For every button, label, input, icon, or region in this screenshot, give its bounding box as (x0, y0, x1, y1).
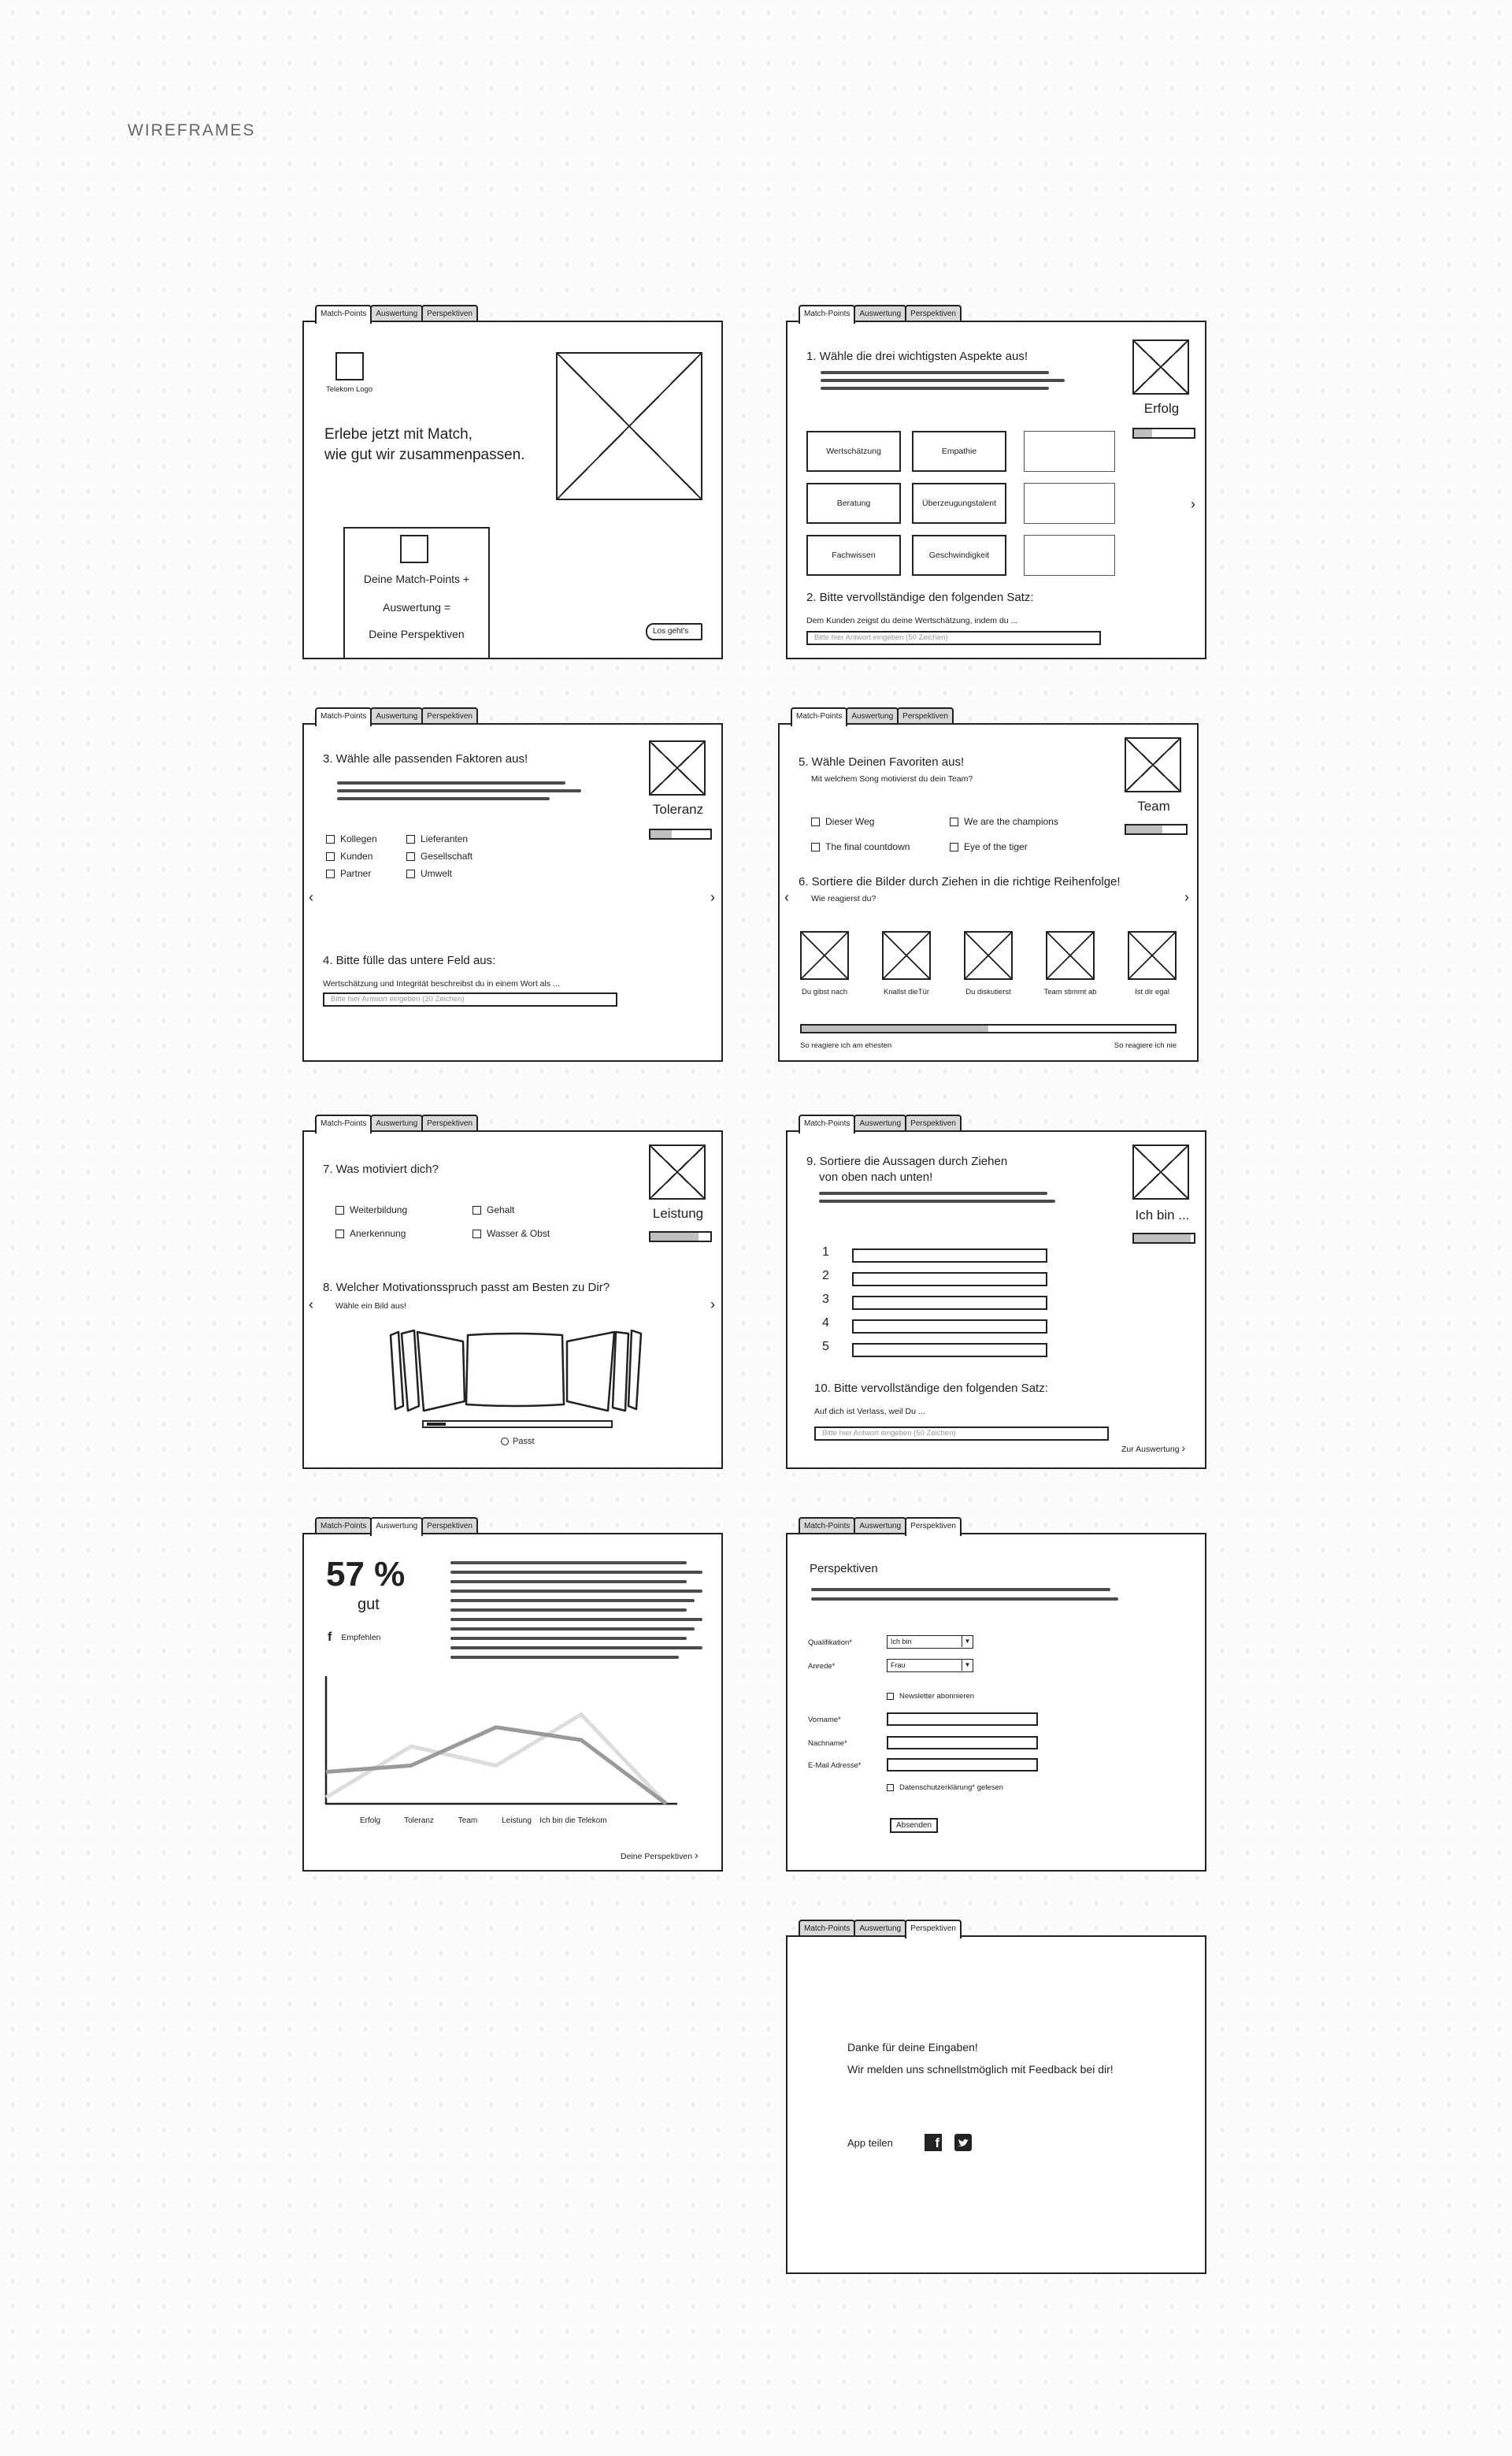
progress-bar (649, 1231, 712, 1242)
submit-button[interactable]: Absenden (890, 1818, 938, 1833)
checkbox-weiterbildung[interactable] (335, 1204, 407, 1215)
thanks-line-1: Danke für deine Eingaben! (847, 2041, 978, 2053)
option-slot-empty[interactable] (1024, 431, 1115, 472)
score-label: gut (358, 1596, 380, 1613)
radio-circle[interactable] (501, 1438, 509, 1445)
placeholder-text (821, 387, 1049, 390)
progress-fill (650, 830, 672, 838)
badge-label: Erfolg (1143, 401, 1180, 416)
chevron-right-icon: › (694, 1849, 699, 1861)
checkbox-box[interactable] (406, 870, 415, 878)
placeholder-text (450, 1637, 687, 1640)
tab-auswertung[interactable]: Auswertung (370, 305, 423, 322)
option-ueberzeugungstalent[interactable]: Überzeugungstalent (912, 483, 1006, 524)
facebook-icon: f (328, 1631, 332, 1644)
sort-image-label-3: Du diskutierst (965, 988, 1011, 996)
logo-label: Telekom Logo (326, 385, 373, 394)
start-button[interactable] (646, 623, 702, 640)
badge-image (649, 1145, 706, 1200)
qualifikation-select[interactable] (887, 1635, 973, 1649)
checkbox-box[interactable] (950, 843, 958, 851)
checkbox-box[interactable] (472, 1206, 481, 1215)
placeholder-text (450, 1627, 695, 1631)
checkbox-box[interactable] (406, 835, 415, 844)
placeholder-text (819, 1200, 1055, 1203)
to-evaluation-link[interactable] (1121, 1442, 1185, 1455)
ranking-slider[interactable] (800, 1024, 1177, 1033)
share-app-label: App teilen (847, 2137, 893, 2149)
checkbox-anerkennung[interactable] (335, 1228, 406, 1239)
placeholder-text (821, 371, 1049, 374)
score-chart (320, 1668, 690, 1834)
newsletter-checkbox[interactable] (887, 1692, 974, 1701)
badge-label: Toleranz (652, 802, 704, 817)
rank-slot-5[interactable] (852, 1343, 1047, 1357)
song-eye-of-the-tiger[interactable] (950, 841, 1028, 852)
question-6-sub: Wie reagierst du? (811, 894, 876, 903)
sort-image-3[interactable] (964, 931, 1013, 980)
logo-placeholder (335, 352, 364, 380)
badge-image (1132, 1145, 1189, 1200)
placeholder-text (450, 1656, 679, 1659)
checkbox-box[interactable] (887, 1784, 894, 1791)
headline-line-2: wie gut wir zusammenpassen. (324, 447, 525, 463)
tab-match-points[interactable]: Match-Points (799, 1115, 855, 1133)
question-10: 10. Bitte vervollständige den folgenden Satz: (814, 1382, 1048, 1395)
tab-match-points[interactable]: Match-Points (799, 1920, 855, 1937)
checkbox-label: Gesellschaft (421, 851, 473, 862)
checkbox-kollegen[interactable] (326, 833, 377, 844)
placeholder-text (821, 379, 1065, 382)
sort-image-4[interactable] (1046, 931, 1095, 980)
chart-tick-label: Toleranz (404, 1816, 434, 1825)
checkbox-label: Newsletter abonnieren (899, 1692, 975, 1701)
page-title: Perspektiven (810, 1562, 878, 1575)
option-empathie[interactable]: Empathie (912, 431, 1006, 472)
next-arrow[interactable]: › (1191, 496, 1195, 512)
checkbox-box[interactable] (406, 852, 415, 861)
vorname-label: Vorname* (808, 1716, 841, 1724)
tab-auswertung[interactable]: Auswertung (846, 707, 899, 725)
tab-auswertung[interactable]: Auswertung (854, 1517, 906, 1534)
tab-match-points[interactable]: Match-Points (315, 305, 372, 324)
chart-axes (326, 1676, 677, 1804)
tab-auswertung[interactable]: Auswertung (854, 305, 906, 322)
checkbox-label: Kollegen (340, 833, 377, 844)
progress-bar (649, 829, 712, 840)
checkbox-box[interactable] (326, 870, 335, 878)
checkbox-gehalt[interactable] (472, 1204, 514, 1215)
checkbox-box[interactable] (335, 1230, 344, 1238)
qualifikation-label: Qualifikation* (808, 1638, 852, 1647)
intro-card (343, 527, 490, 659)
radio-label: Passt (513, 1437, 535, 1446)
tab-perspektiven[interactable]: Perspektiven (897, 707, 954, 725)
progress-fill (1126, 825, 1162, 833)
tab-perspektiven[interactable]: Perspektiven (905, 1517, 962, 1536)
question-4: 4. Bitte fülle das untere Feld aus: (323, 954, 496, 967)
checkbox-box[interactable] (950, 818, 958, 826)
prev-arrow[interactable]: ‹ (784, 889, 789, 905)
placeholder-text (450, 1571, 702, 1574)
question-2: 2. Bitte vervollständige den folgenden Satz: (806, 591, 1034, 604)
tab-match-points[interactable]: Match-Points (791, 707, 847, 726)
question-2-sub: Dem Kunden zeigst du deine Wertschätzung, indem du ... (806, 616, 1018, 625)
rank-slot-3[interactable] (852, 1296, 1047, 1310)
recommend-button[interactable] (328, 1632, 381, 1643)
question-9-line-2: von oben nach unten! (819, 1170, 933, 1184)
tab-auswertung[interactable]: Auswertung (854, 1920, 906, 1937)
option-slot-empty[interactable] (1024, 535, 1115, 576)
headline (324, 425, 525, 466)
rank-label-5: 5 (822, 1340, 829, 1353)
privacy-checkbox[interactable] (887, 1783, 1003, 1792)
checkbox-box[interactable] (887, 1693, 894, 1700)
question-5-sub: Mit welchem Song motivierst du dein Team? (811, 774, 973, 784)
placeholder-text (337, 797, 550, 800)
sort-image-5[interactable] (1128, 931, 1177, 980)
chart-tick-label: Ich bin die Telekom (539, 1816, 607, 1825)
recommend-label: Empfehlen (341, 1633, 381, 1642)
badge-image (1132, 339, 1189, 395)
checkbox-box[interactable] (326, 835, 335, 844)
checkbox-label: Umwelt (421, 868, 453, 879)
placeholder-text (450, 1561, 687, 1564)
to-perspectives-label: Deine Perspektiven (621, 1852, 693, 1861)
facebook-icon[interactable]: f (925, 2134, 942, 2151)
option-slot-empty[interactable] (1024, 483, 1115, 524)
sort-image-label-5: Ist dir egal (1135, 988, 1169, 996)
rank-label-2: 2 (822, 1269, 829, 1282)
checkbox-box[interactable] (335, 1206, 344, 1215)
checkbox-wasser-obst[interactable] (472, 1228, 550, 1239)
placeholder-text (811, 1597, 1118, 1601)
badge-image (649, 740, 706, 796)
next-arrow[interactable]: › (710, 889, 715, 905)
tab-perspektiven[interactable]: Perspektiven (421, 1115, 478, 1132)
nachname-label: Nachname* (808, 1739, 847, 1748)
checkbox-box[interactable] (811, 818, 820, 826)
sort-image-label-1: Du gibst nach (801, 988, 848, 996)
placeholder-text (450, 1580, 687, 1583)
placeholder-text (450, 1646, 702, 1649)
checkbox-box[interactable] (472, 1230, 481, 1238)
chart-tick-label: Erfolg (359, 1816, 381, 1825)
checkbox-label: Weiterbildung (350, 1204, 408, 1215)
tab-match-points[interactable]: Match-Points (315, 1115, 372, 1133)
checkbox-gesellschaft[interactable] (406, 851, 472, 862)
question-9-line-1: 9. Sortiere die Aussagen durch Ziehen (806, 1155, 1008, 1168)
placeholder-text (450, 1608, 687, 1612)
checkbox-label: Lieferanten (421, 833, 469, 844)
tab-auswertung[interactable]: Auswertung (854, 1115, 906, 1132)
progress-bar (1132, 1233, 1195, 1244)
carousel-scrollbar-thumb[interactable] (427, 1423, 446, 1426)
intro-card-line-2: Auswertung = (383, 601, 450, 614)
to-perspectives-link[interactable] (621, 1849, 699, 1862)
question-1: 1. Wähle die drei wichtigsten Aspekte aus! (806, 350, 1028, 363)
radio-passt[interactable] (501, 1436, 535, 1447)
tab-match-points[interactable]: Match-Points (315, 707, 372, 726)
slider-left-label: So reagiere ich am ehesten (800, 1041, 892, 1050)
placeholder-text (450, 1618, 702, 1621)
tab-perspektiven[interactable]: Perspektiven (905, 305, 962, 322)
option-beratung[interactable]: Beratung (806, 483, 901, 524)
question-4-sub: Wertschätzung und Integrität beschreibst du in einem Wort als ... (323, 979, 560, 989)
rank-slot-1[interactable] (852, 1248, 1047, 1263)
progress-fill (1134, 1234, 1191, 1242)
next-arrow[interactable]: › (710, 1297, 715, 1312)
answer-input[interactable]: Bitte hier Antwort eingeben (50 Zeichen) (814, 1426, 1109, 1441)
placeholder-text (337, 781, 565, 785)
nachname-input[interactable] (887, 1736, 1038, 1749)
checkbox-box[interactable] (326, 852, 335, 861)
question-8: 8. Welcher Motivationsspruch passt am Besten zu Dir? (323, 1281, 610, 1294)
checkbox-label: Gehalt (487, 1204, 515, 1215)
placeholder-text (811, 1588, 1110, 1591)
twitter-icon[interactable] (954, 2134, 972, 2151)
placeholder-text (337, 789, 581, 792)
checkbox-label: Datenschutzerklärung* gelesen (899, 1783, 1004, 1792)
chart-tick-label: Leistung (502, 1816, 532, 1825)
hero-image-placeholder (556, 352, 702, 500)
answer-input[interactable]: Bitte hier Antwort eingeben (20 Zeichen) (323, 992, 617, 1007)
question-3: 3. Wähle alle passenden Faktoren aus! (323, 752, 528, 766)
tab-perspektiven[interactable]: Perspektiven (421, 707, 478, 725)
image-carousel[interactable] (386, 1327, 646, 1414)
page-heading: WIREFRAMES (128, 121, 256, 139)
progress-bar (1132, 428, 1195, 439)
rank-slot-4[interactable] (852, 1319, 1047, 1334)
question-9 (806, 1154, 1007, 1185)
option-geschwindigkeit[interactable]: Geschwindigkeit (912, 535, 1006, 576)
tab-perspektiven[interactable]: Perspektiven (905, 1920, 962, 1938)
checkbox-label: Partner (340, 868, 372, 879)
answer-input[interactable]: Bitte hier Antwort eingeben (50 Zeichen) (806, 631, 1101, 645)
chevron-down-icon: ▼ (962, 1636, 973, 1647)
carousel-scrollbar[interactable] (422, 1420, 613, 1428)
next-arrow[interactable]: › (1184, 889, 1189, 905)
question-10-sub: Auf dich ist Verlass, weil Du ... (814, 1407, 925, 1416)
tab-perspektiven[interactable]: Perspektiven (421, 305, 478, 322)
checkbox-label: Wasser & Obst (487, 1228, 550, 1239)
tab-auswertung[interactable]: Auswertung (370, 1115, 423, 1132)
thanks-line-2: Wir melden uns schnellstmöglich mit Feedback bei dir! (847, 2063, 1114, 2076)
checkbox-label: We are the champions (964, 816, 1058, 827)
placeholder-text (450, 1590, 702, 1593)
ranking-slider-fill (802, 1026, 988, 1032)
qualifikation-value: Ich bin (891, 1638, 912, 1645)
progress-bar (1125, 824, 1188, 835)
question-6: 6. Sortiere die Bilder durch Ziehen in die richtige Reihenfolge! (799, 875, 1121, 889)
rank-label-4: 4 (822, 1316, 829, 1330)
badge-label: Leistung (652, 1206, 704, 1221)
chevron-right-icon: › (1181, 1441, 1186, 1454)
question-5: 5. Wähle Deinen Favoriten aus! (799, 755, 965, 769)
tab-perspektiven[interactable]: Perspektiven (421, 1517, 478, 1534)
slider-right-label: So reagiere ich nie (1114, 1041, 1177, 1050)
checkbox-label: Kunden (340, 851, 373, 862)
checkbox-partner[interactable] (326, 868, 371, 879)
badge-label: Team (1137, 799, 1170, 814)
tab-match-points[interactable]: Match-Points (799, 305, 855, 324)
tab-match-points[interactable]: Match-Points (799, 1517, 855, 1534)
headline-line-1: Erlebe jetzt mit Match, (324, 426, 472, 443)
rank-slot-2[interactable] (852, 1272, 1047, 1286)
tab-auswertung[interactable]: Auswertung (370, 1517, 423, 1536)
checkbox-label: Dieser Weg (825, 816, 875, 827)
checkbox-label: Anerkennung (350, 1228, 406, 1239)
option-fachwissen[interactable]: Fachwissen (806, 535, 901, 576)
badge-image (1125, 737, 1181, 792)
intro-card-icon (400, 535, 428, 563)
song-final-countdown[interactable] (811, 841, 910, 852)
progress-fill (650, 1233, 699, 1241)
sort-image-1[interactable] (800, 931, 849, 980)
song-we-are-the-champions[interactable] (950, 816, 1058, 827)
twitter-bird (954, 2134, 972, 2151)
email-input[interactable] (887, 1758, 1038, 1772)
prev-arrow[interactable]: ‹ (309, 889, 313, 905)
tab-auswertung[interactable]: Auswertung (370, 707, 423, 725)
question-7: 7. Was motiviert dich? (323, 1163, 439, 1176)
checkbox-umwelt[interactable] (406, 868, 452, 879)
score-value: 57 % (326, 1555, 406, 1593)
progress-fill (1134, 429, 1152, 437)
rank-label-1: 1 (822, 1245, 829, 1259)
sort-image-2[interactable] (882, 931, 931, 980)
checkbox-lieferanten[interactable] (406, 833, 468, 844)
sort-image-label-2: Knallst dieTür (883, 988, 930, 996)
anrede-label: Anrede* (808, 1662, 836, 1671)
placeholder-text (819, 1192, 1047, 1195)
email-label: E-Mail Adresse* (808, 1761, 862, 1770)
tab-perspektiven[interactable]: Perspektiven (905, 1115, 962, 1132)
checkbox-box[interactable] (811, 843, 820, 851)
checkbox-label: The final countdown (825, 841, 910, 852)
intro-card-line-3: Deine Perspektiven (369, 628, 465, 640)
chart-tick-label: Team (458, 1816, 478, 1825)
anrede-value: Frau (891, 1661, 906, 1669)
to-evaluation-label: Zur Auswertung (1121, 1445, 1180, 1454)
checkbox-kunden[interactable] (326, 851, 372, 862)
intro-card-line-1: Deine Match-Points + (363, 573, 470, 585)
placeholder-text (450, 1599, 695, 1602)
vorname-input[interactable] (887, 1712, 1038, 1726)
badge-label: Ich bin ... (1135, 1208, 1190, 1222)
question-8-sub: Wähle ein Bild aus! (335, 1301, 406, 1311)
sort-image-label-4: Team stimmt ab (1043, 988, 1097, 996)
prev-arrow[interactable]: ‹ (309, 1297, 313, 1312)
tab-match-points[interactable]: Match-Points (315, 1517, 372, 1534)
rank-label-3: 3 (822, 1293, 829, 1306)
song-dieser-weg[interactable] (811, 816, 874, 827)
chevron-down-icon: ▼ (962, 1660, 973, 1671)
anrede-select[interactable] (887, 1659, 973, 1672)
option-wertschaetzung[interactable]: Wertschätzung (806, 431, 901, 472)
checkbox-label: Eye of the tiger (964, 841, 1028, 852)
start-button-label: Los geht's (653, 627, 689, 636)
